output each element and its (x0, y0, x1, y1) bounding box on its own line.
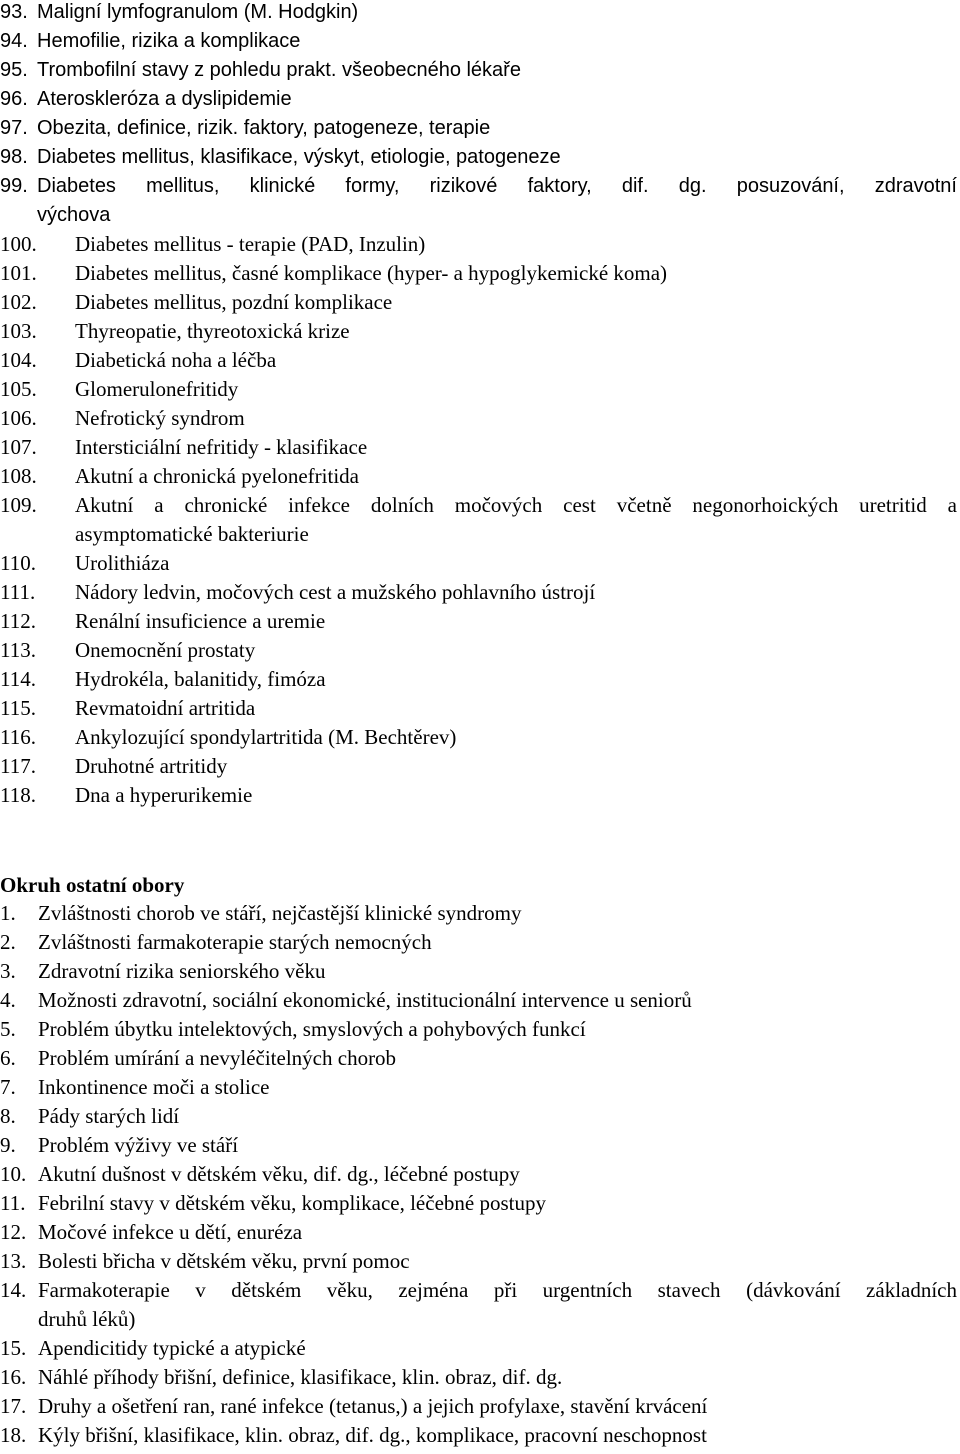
list-item (0, 1073, 960, 1102)
list-item (0, 404, 960, 433)
item-number: 95. (0, 59, 28, 81)
item-number: 113. (0, 638, 36, 662)
list-item (0, 230, 960, 259)
list-item (0, 85, 960, 114)
list-item (0, 752, 960, 781)
list-item (0, 665, 960, 694)
item-text: Ateroskleróza a dyslipidemie (37, 88, 292, 110)
item-text: Akutní dušnost v dětském věku, dif. dg., léčebné postupy (38, 1162, 520, 1186)
item-text: Diabetes mellitus, klasifikace, výskyt, etiologie, patogeneze (37, 146, 561, 168)
list-item (0, 1363, 960, 1392)
item-text: Hemofilie, rizika a komplikace (37, 30, 301, 52)
item-text: Onemocnění prostaty (75, 638, 256, 662)
list-item (0, 549, 960, 578)
item-text: Ankylozující spondylartritida (M. Bechtěrev) (75, 725, 457, 749)
item-number: 15. (0, 1336, 27, 1360)
item-number: 17. (0, 1394, 27, 1418)
item-number: 8. (0, 1104, 16, 1128)
item-text: Diabetická noha a léčba (75, 348, 277, 372)
item-number: 99. (0, 175, 28, 197)
list-item (0, 1421, 960, 1450)
list-item (0, 1334, 960, 1363)
item-number: 16. (0, 1365, 27, 1389)
list-item (0, 1102, 960, 1131)
item-number: 94. (0, 30, 28, 52)
list-item (0, 1247, 960, 1276)
item-text: Problém umírání a nevyléčitelných chorob (38, 1046, 397, 1070)
item-text: Glomerulonefritidy (75, 377, 239, 401)
item-text: Obezita, definice, rizik. faktory, patogeneze, terapie (37, 117, 491, 139)
list-item (0, 1392, 960, 1421)
item-number: 18. (0, 1423, 27, 1447)
list-item-continuation (0, 201, 960, 230)
item-number: 9. (0, 1133, 16, 1157)
item-number: 110. (0, 551, 36, 575)
list-item (0, 899, 960, 928)
list-item (0, 317, 960, 346)
list-item (0, 928, 960, 957)
item-text-continuation: výchova (37, 204, 111, 226)
item-number: 12. (0, 1220, 27, 1244)
item-text: Problém úbytku intelektových, smyslových a pohybových funkcí (38, 1017, 586, 1041)
item-text: Diabetes mellitus, klinické formy, rizikové faktory, dif. dg. posuzování, zdravotní (37, 175, 957, 197)
item-text: Dna a hyperurikemie (75, 783, 253, 807)
item-text-continuation: druhů léků) (38, 1307, 136, 1331)
list-item (0, 346, 960, 375)
list-item (0, 375, 960, 404)
item-number: 98. (0, 146, 28, 168)
list-item (0, 1189, 960, 1218)
item-text: Renální insuficience a uremie (75, 609, 326, 633)
item-text: Zvláštnosti chorob ve stáří, nejčastější klinické syndromy (38, 901, 522, 925)
item-number: 107. (0, 435, 37, 459)
item-number: 96. (0, 88, 28, 110)
item-number: 3. (0, 959, 16, 983)
list-item (0, 462, 960, 491)
item-number: 14. (0, 1278, 27, 1302)
item-text: Diabetes mellitus - terapie (PAD, Inzulin) (75, 232, 426, 256)
item-text: Diabetes mellitus, časné komplikace (hyper- a hypoglykemické koma) (75, 261, 668, 285)
item-text: Maligní lymfogranulom (M. Hodgkin) (37, 1, 359, 23)
item-number: 111. (0, 580, 36, 604)
list-item (0, 288, 960, 317)
item-text: Thyreopatie, thyreotoxická krize (75, 319, 350, 343)
item-number: 117. (0, 754, 36, 778)
item-number: 93. (0, 1, 28, 23)
list-item (0, 781, 960, 810)
item-text: Akutní a chronické infekce dolních močových cest včetně negonorhoických uretritid a (75, 493, 957, 517)
item-number: 2. (0, 930, 16, 954)
item-text: Revmatoidní artritida (75, 696, 256, 720)
list-item (0, 172, 960, 201)
list-item (0, 56, 960, 85)
item-number: 108. (0, 464, 37, 488)
list-item (0, 1015, 960, 1044)
item-number: 11. (0, 1191, 26, 1215)
item-text: Močové infekce u dětí, enuréza (38, 1220, 303, 1244)
item-number: 105. (0, 377, 37, 401)
item-text: Nefrotický syndrom (75, 406, 245, 430)
item-text: Intersticiální nefritidy - klasifikace (75, 435, 368, 459)
item-number: 1. (0, 901, 16, 925)
list-item (0, 491, 960, 520)
item-text: Apendicitidy typické a atypické (38, 1336, 306, 1360)
item-number: 10. (0, 1162, 27, 1186)
list-item (0, 694, 960, 723)
item-text: Inkontinence moči a stolice (38, 1075, 270, 1099)
item-number: 4. (0, 988, 16, 1012)
item-text: Druhy a ošetření ran, rané infekce (tetanus,) a jejich profylaxe, stavění krvácení (38, 1394, 708, 1418)
item-number: 114. (0, 667, 36, 691)
item-text: Náhlé příhody břišní, definice, klasifikace, klin. obraz, dif. dg. (38, 1365, 563, 1389)
item-text: Zdravotní rizika seniorského věku (38, 959, 326, 983)
item-text: Hydrokéla, balanitidy, fimóza (75, 667, 326, 691)
item-number: 118. (0, 783, 36, 807)
list-item (0, 27, 960, 56)
list-item (0, 578, 960, 607)
item-text: Kýly břišní, klasifikace, klin. obraz, dif. dg., komplikace, pracovní neschopnost (38, 1423, 707, 1447)
item-text: Zvláštnosti farmakoterapie starých nemocných (38, 930, 432, 954)
item-number: 13. (0, 1249, 27, 1273)
item-text: Druhotné artritidy (75, 754, 228, 778)
list-item (0, 607, 960, 636)
list-item (0, 636, 960, 665)
item-number: 100. (0, 232, 37, 256)
item-number: 101. (0, 261, 37, 285)
list-item (0, 957, 960, 986)
list-item (0, 0, 960, 27)
list-item (0, 259, 960, 288)
section-heading: Okruh ostatní obory (0, 873, 185, 897)
item-number: 104. (0, 348, 37, 372)
item-number: 116. (0, 725, 36, 749)
item-text: Nádory ledvin, močových cest a mužského pohlavního ústrojí (75, 580, 596, 604)
item-text: Možnosti zdravotní, sociální ekonomické, institucionální intervence u seniorů (38, 988, 692, 1012)
item-number: 115. (0, 696, 36, 720)
list-item (0, 1044, 960, 1073)
item-number: 106. (0, 406, 37, 430)
list-item (0, 114, 960, 143)
list-item (0, 986, 960, 1015)
item-number: 103. (0, 319, 37, 343)
item-number: 7. (0, 1075, 16, 1099)
item-number: 97. (0, 117, 28, 139)
list-item (0, 1218, 960, 1247)
list-item-continuation (0, 1305, 960, 1334)
item-text: Bolesti břicha v dětském věku, první pomoc (38, 1249, 410, 1273)
item-text: Trombofilní stavy z pohledu prakt. všeobecného lékaře (37, 59, 521, 81)
item-text: Akutní a chronická pyelonefritida (75, 464, 359, 488)
list-item (0, 723, 960, 752)
item-text-continuation: asymptomatické bakteriurie (75, 522, 309, 546)
list-item (0, 1160, 960, 1189)
item-text: Problém výživy ve stáří (38, 1133, 239, 1157)
item-number: 112. (0, 609, 36, 633)
list-item (0, 1276, 960, 1305)
list-item (0, 1131, 960, 1160)
item-number: 102. (0, 290, 37, 314)
item-text: Diabetes mellitus, pozdní komplikace (75, 290, 393, 314)
item-text: Urolithiáza (75, 551, 170, 575)
item-number: 5. (0, 1017, 16, 1041)
list-item-continuation (0, 520, 960, 549)
item-number: 6. (0, 1046, 16, 1070)
item-number: 109. (0, 493, 37, 517)
item-text: Febrilní stavy v dětském věku, komplikace, léčebné postupy (38, 1191, 546, 1215)
list-item (0, 143, 960, 172)
item-text: Pády starých lidí (38, 1104, 180, 1128)
list-item (0, 433, 960, 462)
item-text: Farmakoterapie v dětském věku, zejména při urgentních stavech (dávkování základních (38, 1278, 957, 1302)
